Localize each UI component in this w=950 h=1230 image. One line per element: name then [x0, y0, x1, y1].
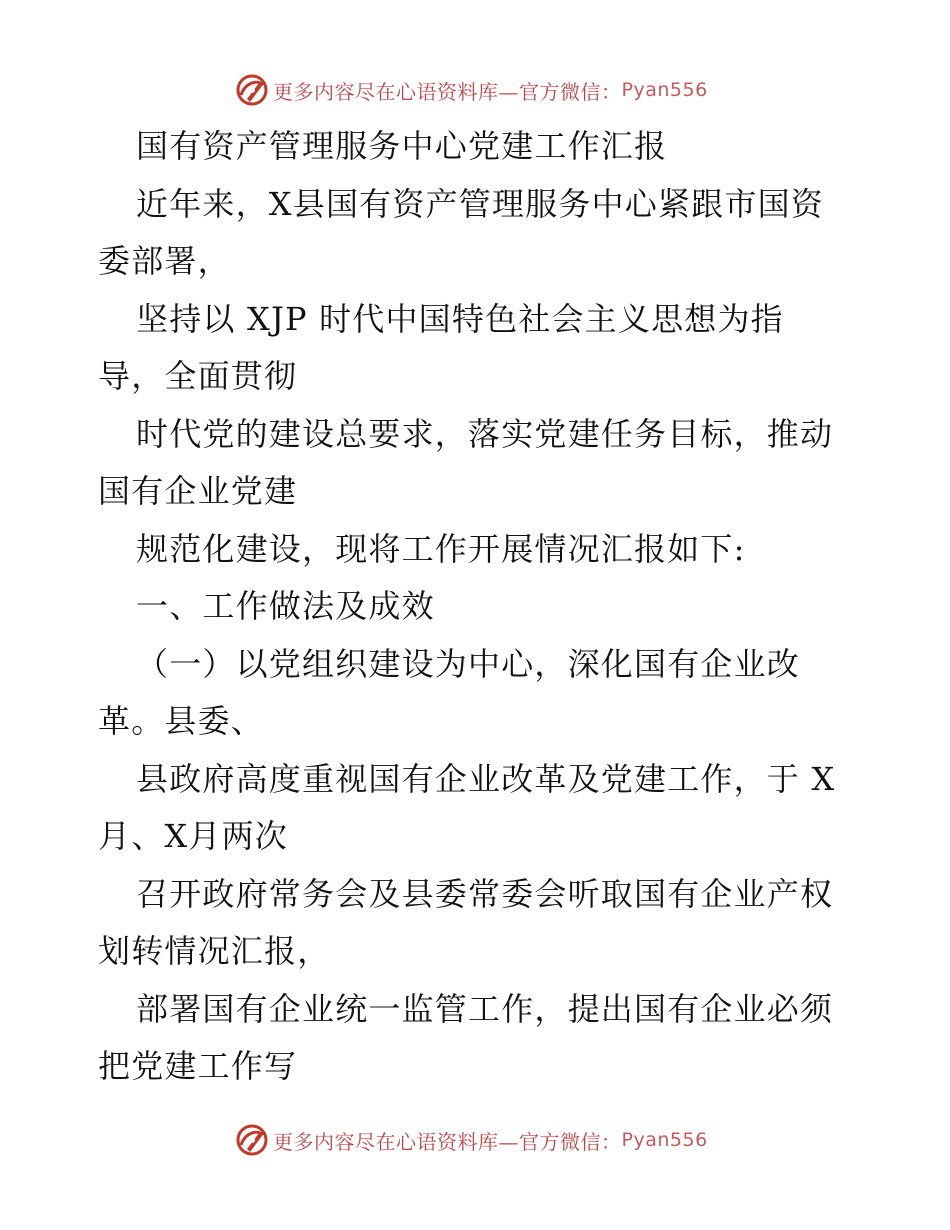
watermark-handle: Pyan556	[621, 1129, 708, 1151]
section-heading: 一、工作做法及成效	[136, 587, 435, 625]
subsection-heading: （一）以党组织建设为中心，深化国有企业改	[136, 644, 801, 683]
red-swirl-pen-logo-icon	[235, 73, 269, 107]
paragraph-line: 召开政府常务会及县委常委会听取国有企业产权	[136, 874, 834, 913]
paragraph-line: 县政府高度重视国有企业改革及党建工作，于 X	[136, 759, 836, 798]
paragraph-line: 近年来，X县国有资产管理服务中心紧跟市国资	[136, 184, 824, 223]
paragraph-line: 导，全面贯彻	[98, 357, 298, 395]
document-title: 国有资产管理服务中心党建工作汇报	[136, 127, 668, 165]
watermark-text: 更多内容尽在心语资料库—官方微信：	[273, 1129, 622, 1154]
paragraph-line: 时代党的建设总要求，落实党建任务目标，推动	[136, 414, 834, 453]
paragraph-line: 把党建工作写	[98, 1047, 298, 1085]
paragraph-line: 国有企业党建	[98, 472, 298, 510]
red-swirl-pen-logo-icon	[235, 1123, 269, 1157]
document-body	[98, 118, 858, 1096]
paragraph-line: 革。县委、	[98, 702, 265, 740]
paragraph-line: 坚持以 XJP 时代中国特色社会主义思想为指	[136, 299, 784, 338]
paragraph-line: 划转情况汇报，	[98, 932, 331, 970]
paragraph-line: 规范化建设，现将工作开展情况汇报如下:	[136, 529, 746, 568]
paragraph-line: 部署国有企业统一监管工作，提出国有企业必须	[136, 989, 834, 1028]
watermark-text: 更多内容尽在心语资料库—官方微信：	[273, 79, 622, 104]
footer-watermark	[235, 1122, 708, 1158]
watermark-handle: Pyan556	[621, 79, 708, 101]
paragraph-line: 委部署，	[98, 242, 231, 280]
paragraph-line: 月、X月两次	[98, 817, 288, 855]
header-watermark	[235, 72, 708, 108]
